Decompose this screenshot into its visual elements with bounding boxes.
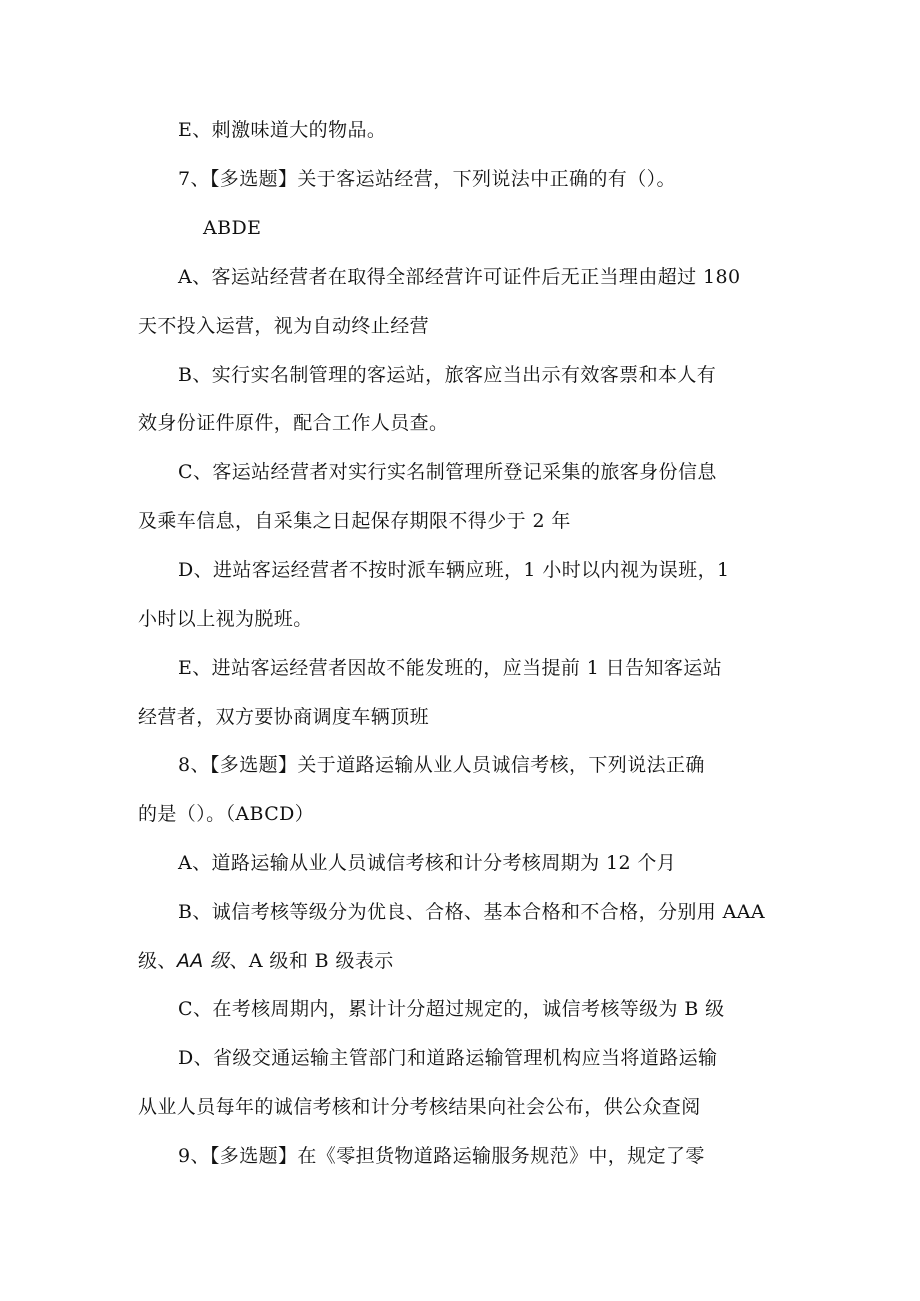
option-d-q8-cont: 从业人员每年的诚信考核和计分考核结果向社会公布，供公众查阅 bbox=[138, 1096, 701, 1118]
option-e-q7: E、进站客运经营者因故不能发班的，应当提前 1 日告知客运站 bbox=[178, 657, 723, 679]
mixed-text-1: 级、 bbox=[138, 950, 177, 972]
mixed-text-3: 、A 级和 B 级表示 bbox=[229, 950, 394, 972]
option-a-q7: A、客运站经营者在取得全部经营许可证件后无正当理由超过 180 bbox=[178, 266, 741, 288]
question-8-cont: 的是（）。（ABCD） bbox=[138, 803, 315, 825]
option-a-q7-cont: 天不投入运营，视为自动终止经营 bbox=[138, 315, 430, 337]
option-d-q8: D、省级交通运输主管部门和道路运输管理机构应当将道路运输 bbox=[178, 1047, 718, 1069]
question-8: 8、【多选题】关于道路运输从业人员诚信考核，下列说法正确 bbox=[178, 754, 705, 776]
question-7: 7、【多选题】关于客运站经营，下列说法中正确的有（）。 bbox=[178, 168, 676, 190]
option-b-q8-cont bbox=[138, 948, 788, 974]
option-e-q7-cont: 经营者，双方要协商调度车辆顶班 bbox=[138, 706, 430, 728]
mixed-text-italic: AA 级 bbox=[176, 950, 230, 972]
option-d-q7-cont: 小时以上视为脱班。 bbox=[138, 608, 313, 630]
question-9: 9、【多选题】在《零担货物道路运输服务规范》中，规定了零 bbox=[178, 1145, 705, 1167]
answer-q7: ABDE bbox=[203, 217, 262, 239]
option-c-q8: C、在考核周期内，累计计分超过规定的，诚信考核等级为 B 级 bbox=[178, 998, 725, 1020]
option-d-q7: D、进站客运经营者不按时派车辆应班，1 小时以内视为误班，1 bbox=[178, 559, 730, 581]
option-b-q7: B、实行实名制管理的客运站，旅客应当出示有效客票和本人有 bbox=[178, 364, 717, 386]
option-e-q6: E、刺激味道大的物品。 bbox=[178, 119, 387, 141]
option-a-q8: A、道路运输从业人员诚信考核和计分考核周期为 12 个月 bbox=[178, 852, 677, 874]
option-b-q8: B、诚信考核等级分为优良、合格、基本合格和不合格，分别用 AAA bbox=[178, 901, 765, 923]
option-b-q7-cont: 效身份证件原件，配合工作人员查。 bbox=[138, 412, 449, 434]
option-c-q7-cont: 及乘车信息，自采集之日起保存期限不得少于 2 年 bbox=[138, 510, 571, 532]
option-c-q7: C、客运站经营者对实行实名制管理所登记采集的旅客身份信息 bbox=[178, 461, 717, 483]
